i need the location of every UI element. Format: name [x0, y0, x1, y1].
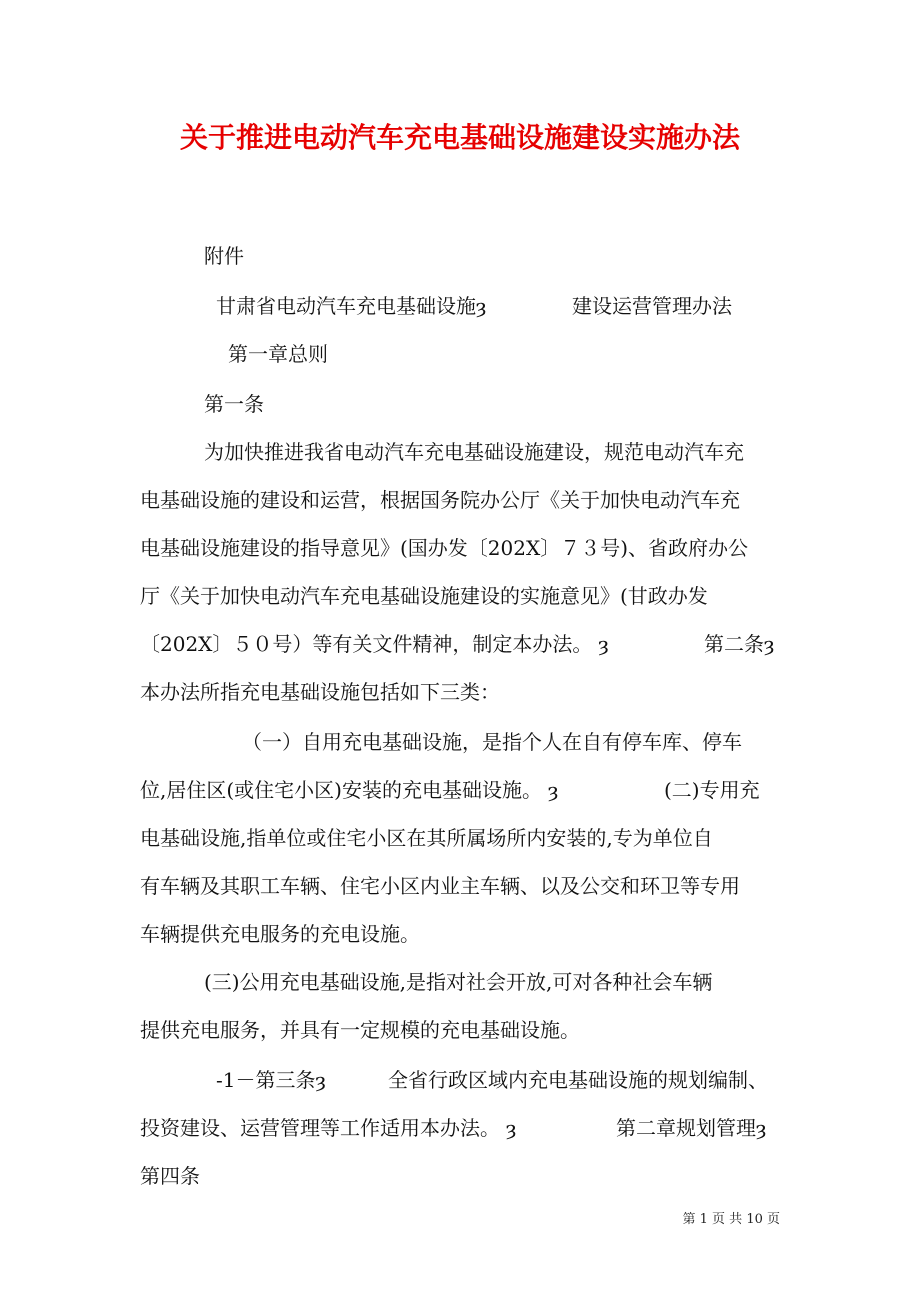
article-1-line-3: 电基础设施建设的指导意见》(国办发〔202X〕７３号)、省政府办公: [140, 536, 749, 560]
item-3-line-1: (三)公用充电基础设施,是指对社会开放,可对各种社会车辆: [204, 970, 713, 994]
paragraph-mark: ȝ: [598, 632, 609, 656]
paragraph-mark: ȝ: [315, 1068, 326, 1092]
document-title: 关于推进电动汽车充电基础设施建设实施办法: [179, 121, 740, 154]
paragraph-mark: ȝ: [547, 778, 559, 802]
article-3-line-2: [140, 1116, 516, 1140]
item-2-line-2: 有车辆及其职工车辆、住宅小区内业主车辆、以及公交和环卫等专用: [140, 874, 740, 898]
item-2-start: (二)专用充: [664, 778, 760, 802]
article-1-line-2: 电基础设施的建设和运营，根据国务院办公厅《关于加快电动汽车充: [140, 488, 740, 512]
page-marker-text: -1－第三条: [216, 1068, 316, 1092]
item-1-line-2: [140, 778, 558, 802]
item-2-line-1: 电基础设施,指单位或住宅小区在其所属场所内安装的,专为单位自: [140, 826, 713, 850]
subtitle-part1: [216, 294, 486, 318]
paragraph-mark: ȝ: [476, 294, 487, 318]
article-3-line-2-text: 投资建设、运营管理等工作适用本办法。: [140, 1116, 500, 1140]
item-1-line-1: （一）自用充电基础设施，是指个人在自有停车库、停车: [242, 730, 742, 754]
item-1-line-2-text: 位,居住区(或住宅小区)安装的充电基础设施。: [140, 778, 542, 802]
chapter-2-text: 第二章规划管理: [616, 1116, 756, 1140]
article-1-line-5-text: 〔202X〕５０号）等有关文件精神，制定本办法。: [140, 632, 593, 656]
subtitle-text-1: 甘肃省电动汽车充电基础设施: [216, 294, 476, 318]
article-3-text: 全省行政区域内充电基础设施的规划编制、: [388, 1068, 768, 1092]
chapter-2-heading: [616, 1116, 766, 1140]
chapter-1-heading: 第一章总则: [228, 342, 328, 366]
article-2-line: 本办法所指充电基础设施包括如下三类：: [140, 680, 500, 704]
article-1-line-1: 为加快推进我省电动汽车充电基础设施建设，规范电动汽车充: [204, 440, 744, 464]
page-marker-article-3: [216, 1068, 326, 1092]
paragraph-mark: ȝ: [756, 1116, 767, 1140]
item-2-line-3: 车辆提供充电服务的充电设施。: [140, 922, 420, 946]
attachment-label: 附件: [204, 244, 244, 268]
paragraph-mark: ȝ: [506, 1116, 517, 1140]
item-3-line-2: 提供充电服务，并具有一定规模的充电基础设施。: [140, 1018, 580, 1042]
article-2-label-text: 第二条: [704, 632, 764, 656]
subtitle-part2: 建设运营管理办法: [572, 294, 732, 318]
article-2-label: [704, 632, 774, 656]
page-footer: 第 1 页 共 10 页: [682, 1212, 780, 1227]
article-1-label: 第一条: [204, 392, 264, 416]
article-1-line-5: [140, 632, 609, 656]
article-1-line-4: 厅《关于加快电动汽车充电基础设施建设的实施意见》(甘政办发: [140, 584, 708, 608]
paragraph-mark: ȝ: [764, 632, 775, 656]
article-4-label: 第四条: [140, 1164, 200, 1188]
